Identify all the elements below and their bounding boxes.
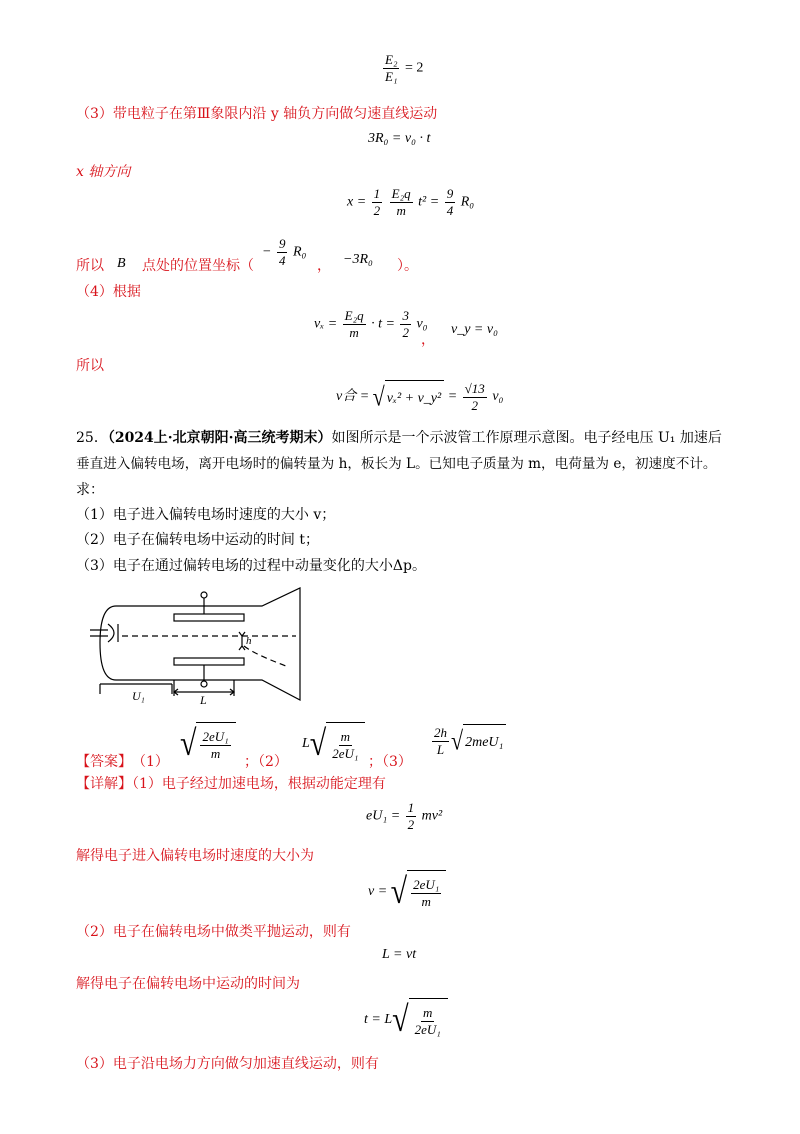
equation-coord-y: −3R₀ <box>343 252 373 267</box>
eq-num: 2eU₁ <box>202 729 229 744</box>
eq-num: √13 <box>464 380 485 396</box>
question-item-1: （1）电子进入偏转电场时速度的大小 v； <box>76 507 336 523</box>
detail-3: （2）电子在偏转电场中做类平抛运动，则有 <box>76 924 351 940</box>
eq-den: 2 <box>373 203 381 218</box>
text-line-part3: （3）带电粒子在第Ⅲ象限内沿 y 轴负方向做匀速直线运动 <box>76 106 438 122</box>
detail-4: 解得电子在偏转电场中运动的时间为 <box>76 976 300 992</box>
eq-num: 1 <box>407 800 415 815</box>
question-text-2: 垂直进入偏转电场，离开电场时的偏转量为 h，板长为 L。已知电子质量为 m，电荷量为 e，初速度不计。 <box>76 456 717 472</box>
eq-den: E₁ <box>385 69 398 84</box>
detail-tag: 【详解】 <box>76 776 132 792</box>
eq-num: 3 <box>402 308 409 323</box>
answer-2-label: ；（2） <box>244 754 288 770</box>
eq-den: m <box>396 203 406 218</box>
eq-lhs: v = <box>368 884 388 900</box>
text-coordinate-end: ）。 <box>397 258 418 274</box>
eq-den: L <box>436 741 445 757</box>
text-coordinate-pre: 所以 <box>76 258 104 274</box>
eq-lhs: v合 = <box>336 389 370 405</box>
text-comma: ， <box>421 332 435 348</box>
eq-num: E₂q <box>391 186 411 201</box>
equation-vx <box>314 308 428 341</box>
eq-r: v₀ <box>492 389 504 405</box>
eq-t: t² = <box>418 194 440 210</box>
equation-x <box>347 186 474 219</box>
answer-2: L √ $\frac{m}{\text{2eU₁}}$ <box>302 722 365 766</box>
detail-2: 解得电子进入偏转电场时速度的大小为 <box>76 848 314 864</box>
eq-den: 4 <box>446 203 454 218</box>
eq-num: m <box>422 1005 433 1020</box>
equation-energy <box>366 800 442 833</box>
eq-num: 9 <box>446 186 454 201</box>
eq-den: 2eU₁ <box>332 746 359 761</box>
eq-den: 4 <box>278 253 286 268</box>
equation-t: t = L √ $\frac{m}{\text{2eU₁}}$ <box>364 998 448 1042</box>
eq-lhs: vₓ = <box>314 316 338 332</box>
eq-r: mv² <box>421 808 443 824</box>
detail-1 <box>76 774 386 794</box>
eq-radicand: vₓ² + v_y² <box>385 380 444 414</box>
eq-r: R₀ <box>292 244 307 260</box>
question-item-2: （2）电子在偏转电场中运动的时间 t； <box>76 532 319 548</box>
eq-den: 2 <box>402 325 409 340</box>
eq-den: m <box>210 746 221 761</box>
eq-mid: · t = <box>371 316 395 332</box>
equation-v: v = √ $\frac{\text{2eU₁}}{m}$ <box>368 870 446 914</box>
eq-den: 2eU₁ <box>414 1022 441 1037</box>
eq-sign: − <box>262 244 272 260</box>
detail-text: （1）电子经过加速电场，根据动能定理有 <box>132 776 386 792</box>
answer-3-label: ；（3） <box>368 754 412 770</box>
eq-den: 2 <box>471 397 478 413</box>
question-item-3: （3）电子在通过偏转电场的过程中动量变化的大小Δp。 <box>76 558 426 574</box>
answer-3: $\frac{2h}{L}$ √ 2meU₁ <box>430 724 506 758</box>
eq-num: 1 <box>373 186 381 201</box>
eq-lhs: t = L <box>364 1012 393 1028</box>
equation-l-vt: L = vt <box>382 947 417 962</box>
eq-rhs: = 2 <box>404 60 424 76</box>
answer-tag: 【答案】 <box>76 754 132 770</box>
text-coordinate-comma: ， <box>317 258 331 274</box>
question-text-3: 求： <box>76 482 104 498</box>
equation-vy: v_y = v₀ <box>451 322 498 337</box>
eq-r: v₀ <box>416 316 428 332</box>
eq-lhs: x = <box>347 194 367 210</box>
equation-coord-x <box>262 236 306 269</box>
equation-3r0: 3R₀ = v₀ · t <box>368 131 431 146</box>
label-u1: U₁ <box>132 689 145 703</box>
eq-num: 9 <box>278 236 286 251</box>
eq-num: E₂q <box>344 308 364 323</box>
text-x-direction: x 轴方向 <box>76 164 131 180</box>
oscilloscope-tube-figure <box>86 584 306 704</box>
eq-lhs: eU₁ = <box>366 808 401 824</box>
answer-1-label: （1） <box>132 754 169 770</box>
eq-num: 2eU₁ <box>413 877 440 892</box>
question-header <box>76 428 722 448</box>
question-number: 25． <box>76 430 108 446</box>
eq-equals: = <box>447 389 458 405</box>
detail-5: （3）电子沿电场力方向做匀加速直线运动，则有 <box>76 1056 379 1072</box>
eq-den: m <box>421 894 431 909</box>
question-source: （2024上·北京朝阳·高三统考期末） <box>107 430 332 446</box>
text-part4: （4）根据 <box>76 284 141 300</box>
eq-num: m <box>340 729 351 744</box>
eq-num: 2h <box>434 724 447 740</box>
text-point-b: B <box>117 256 126 271</box>
eq-radicand: 2meU₁ <box>463 724 506 758</box>
eq-r: R₀ <box>460 194 475 210</box>
eq-num: E₂ <box>385 52 398 67</box>
equation-e-ratio <box>381 52 423 85</box>
question-text-1: 如图所示是一个示波管工作原理示意图。电子经电压 U₁ 加速后 <box>331 430 722 446</box>
equation-vtotal: v合 = √ vₓ² + v_y² = $\frac{√13}{2}$ v₀ <box>336 380 504 413</box>
label-h: h <box>246 635 252 647</box>
answer-1: √ $\frac{\text{2eU₁}}{m}$ <box>180 722 236 766</box>
eq-den: m <box>349 325 359 340</box>
text-so: 所以 <box>76 358 104 374</box>
eq-l: L <box>302 736 310 752</box>
label-l: L <box>200 693 207 704</box>
eq-den: 2 <box>407 817 415 832</box>
text-coordinate-mid: 点处的位置坐标（ <box>142 258 254 274</box>
